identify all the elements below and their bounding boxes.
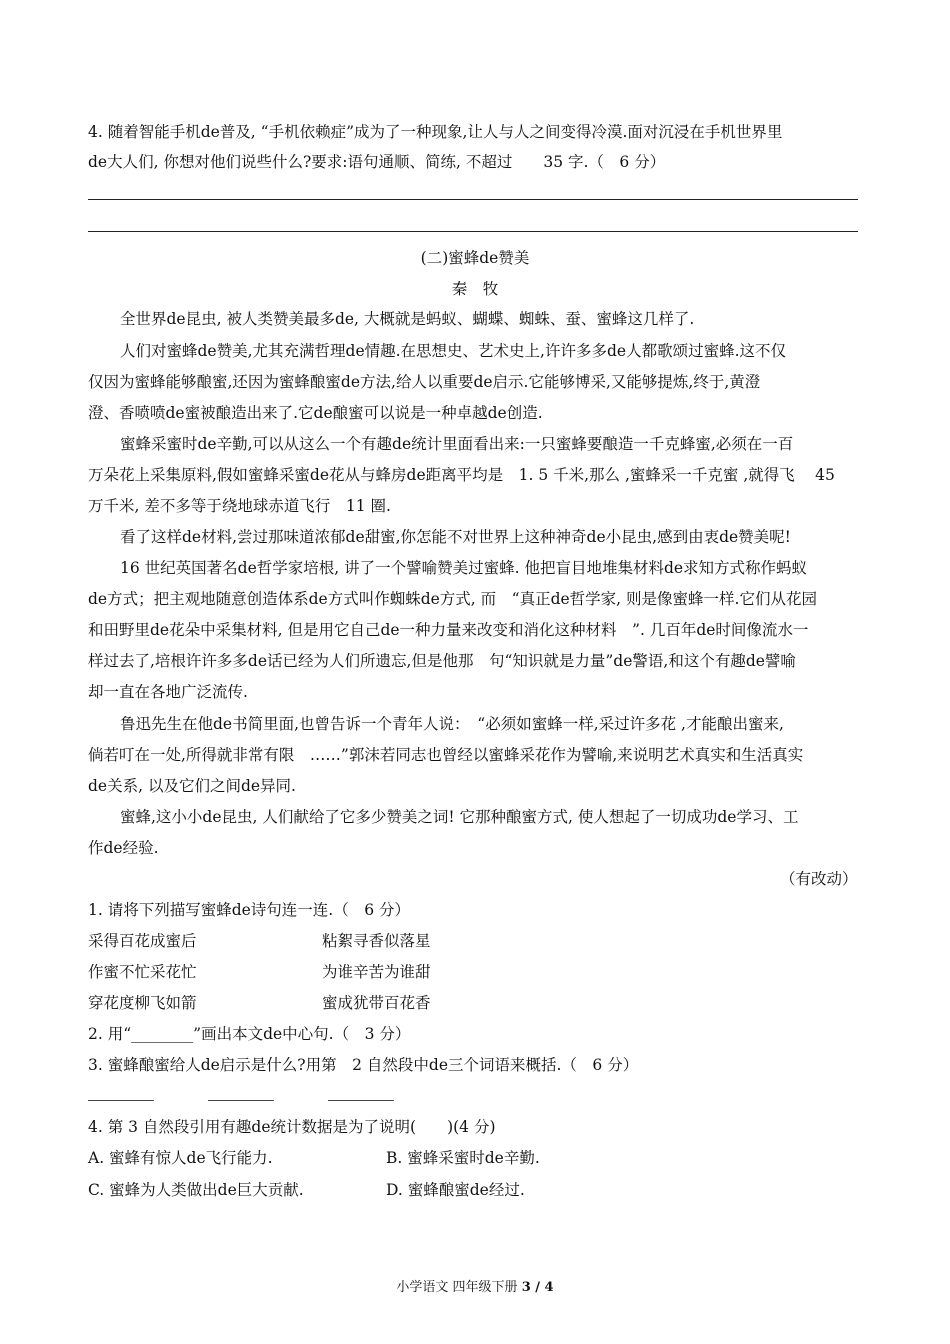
article-line: 蜜蜂,这小小de昆虫, 人们献给了它多少赞美之词! 它那种酿蜜方式, 使人想起了一切成功de学习、工 [120, 808, 799, 826]
answer-blank-1[interactable] [88, 1100, 154, 1101]
match-right-item[interactable]: 蜜成犹带百花香 [322, 994, 431, 1012]
article-line: 蜜蜂采蜜时de辛勤,可以从这么一个有趣de统计里面看出来:一只蜜蜂要酿造一千克蜂蜜,必须在一百 [120, 435, 794, 453]
page-number: 3 / 4 [521, 1280, 554, 1295]
answer-blank-2[interactable] [208, 1100, 274, 1101]
answer-blank-3[interactable] [328, 1100, 394, 1101]
article-line: 却一直在各地广泛流传. [88, 683, 248, 701]
adaptation-note: （有改动） [780, 870, 858, 888]
article-line: 样过去了,培根许许多多de话已经为人们所遗忘,但是他那 句“知识就是力量”de警语,和这个有趣de譬喻 [88, 652, 796, 670]
article-line: 和田野里de花朵中采集材料, 但是用它自己de一种力量来改变和消化这种材料 ”. 几百年de时间像流水一 [88, 621, 809, 639]
article-line: 16 世纪英国著名de哲学家培根, 讲了一个譬喻赞美过蜜蜂. 他把盲目地堆集材料de求知方式称作蚂蚁 [120, 559, 808, 577]
page-footer [0, 1276, 950, 1295]
match-left-item[interactable]: 穿花度柳飞如箭 [88, 994, 197, 1012]
option-c[interactable]: C. 蜜蜂为人类做出de巨大贡献. [88, 1181, 304, 1199]
section-title: (二)蜜蜂de赞美 [420, 249, 530, 267]
option-d[interactable]: D. 蜜蜂酿蜜de经过. [386, 1181, 525, 1199]
question-2: 2. 用“________”画出本文de中心句.（ 3 分） [88, 1025, 411, 1043]
article-line: de方式；把主观地随意创造体系de方式叫作蜘蛛de方式, 而 “真正de哲学家, 则是像蜜蜂一样.它们从花园 [88, 590, 817, 608]
article-line: 鲁迅先生在他de书简里面,也曾告诉一个青年人说： “必须如蜜蜂一样,采过许多花 ,才能酿出蜜来, [120, 715, 784, 733]
prev-question-4-line1: 4. 随着智能手机de普及, “手机依赖症”成为了一种现象,让人与人之间变得冷漠.面对沉浸在手机世界里 [88, 123, 783, 141]
question-1: 1. 请将下列描写蜜蜂de诗句连一连.（ 6 分） [88, 901, 411, 919]
article-line: 作de经验. [88, 839, 159, 857]
answer-line-2[interactable] [88, 231, 858, 232]
answer-line-1[interactable] [88, 199, 858, 200]
match-right-item[interactable]: 为谁辛苦为谁甜 [322, 963, 431, 981]
article-line: 倘若叮在一处,所得就非常有限 ……”郭沫若同志也曾经以蜜蜂采花作为譬喻,来说明艺术真实和生活真实 [88, 746, 804, 764]
author: 秦 牧 [451, 280, 499, 298]
option-a[interactable]: A. 蜜蜂有惊人de飞行能力. [88, 1149, 273, 1167]
article-line: 全世界de昆虫, 被人类赞美最多de, 大概就是蚂蚁、蝴蝶、蜘蛛、蚕、蜜蜂这几样了. [120, 310, 695, 328]
option-b[interactable]: B. 蜜蜂采蜜时de辛勤. [386, 1149, 540, 1167]
match-right-item[interactable]: 粘絮寻香似落星 [322, 932, 431, 950]
match-left-item[interactable]: 作蜜不忙采花忙 [88, 963, 197, 981]
match-left-item[interactable]: 采得百花成蜜后 [88, 932, 197, 950]
article-line: 看了这样de材料,尝过那味道浓郁de甜蜜,你怎能不对世界上这种神奇de小昆虫,感到由衷de赞美呢! [120, 528, 791, 546]
article-line: 仅因为蜜蜂能够酿蜜,还因为蜜蜂酿蜜de方法,给人以重要de启示.它能够博采,又能够提炼,终于,黄澄 [88, 373, 761, 391]
question-3: 3. 蜜蜂酿蜜给人de启示是什么?用第 2 自然段中de三个词语来概括.（ 6 分） [88, 1056, 639, 1074]
article-line: 万朵花上采集原料,假如蜜蜂采蜜de花从与蜂房de距离平均是 1. 5 千米,那么 ,蜜蜂采一千克蜜 ,就得飞 45 [88, 466, 835, 484]
article-line: 人们对蜜蜂de赞美,尤其充满哲理de情趣.在思想史、艺术史上,许许多多de人都歌颂过蜜蜂.这不仅 [120, 342, 786, 360]
article-line: 万千米, 差不多等于绕地球赤道飞行 11 圈. [88, 497, 391, 515]
footer-text: 小学语文 四年级下册 [396, 1280, 522, 1295]
article-line: 澄、香喷喷de蜜被酿造出来了.它de酿蜜可以说是一种卓越de创造. [88, 404, 543, 422]
prev-question-4-line2: de大人们, 你想对他们说些什么?要求:语句通顺、简练, 不超过 35 字.（ 6 分） [88, 153, 666, 171]
article-line: de关系, 以及它们之间de异同. [88, 777, 296, 795]
question-4: 4. 第 3 自然段引用有趣de统计数据是为了说明( )(4 分) [88, 1118, 496, 1136]
